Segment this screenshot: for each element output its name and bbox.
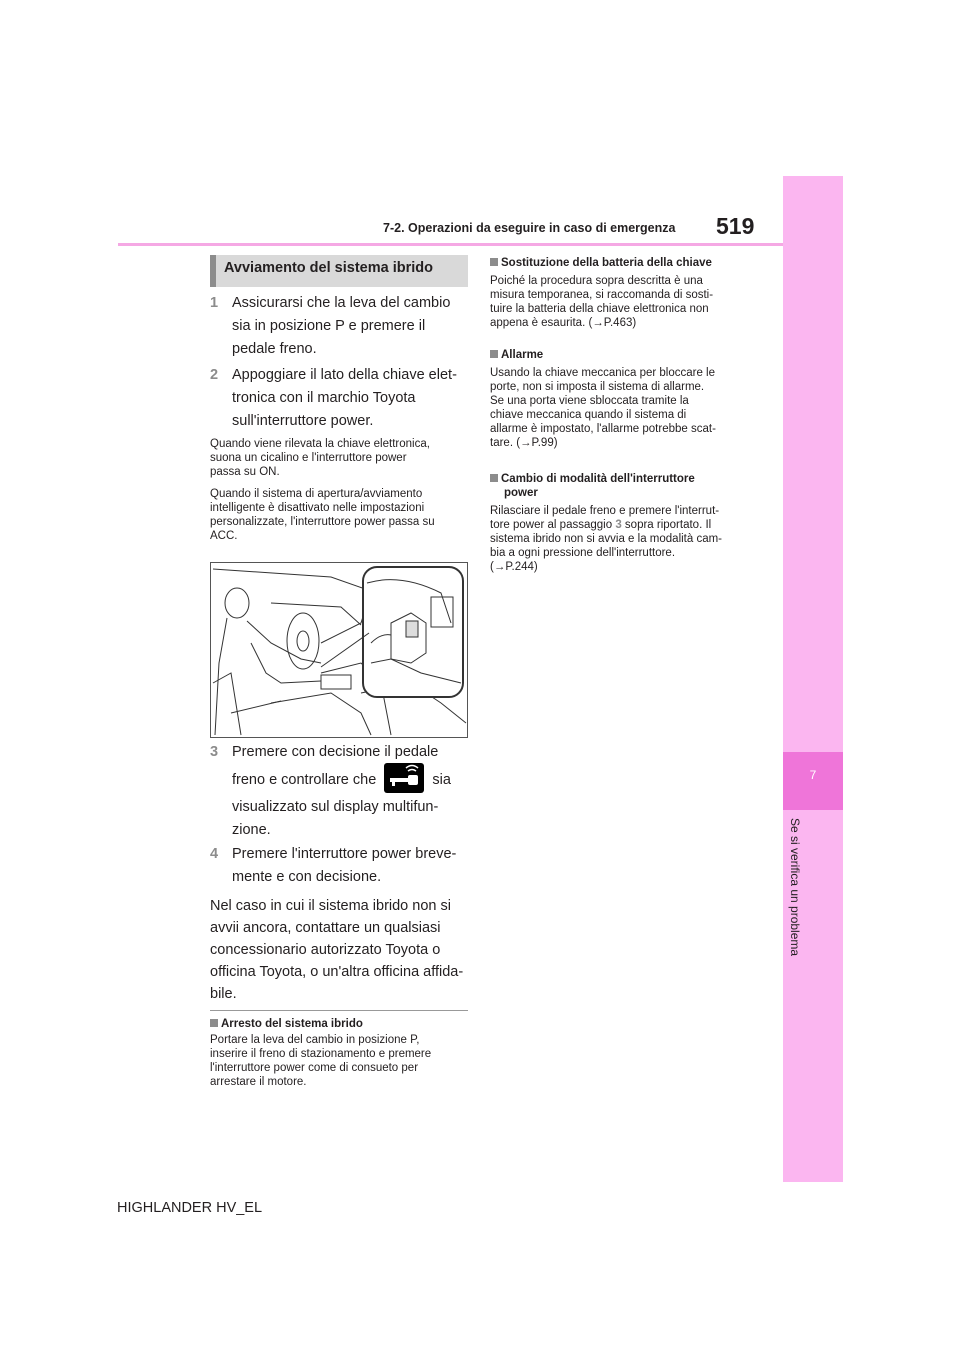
chapter-title-text: Se si verifica un problema bbox=[788, 818, 802, 957]
allarme-heading bbox=[490, 348, 755, 362]
step-line: Appoggiare il lato della chiave elet- bbox=[232, 367, 457, 383]
step-ref-number: 3 bbox=[615, 519, 622, 531]
batteria-line: misura temporanea, si raccomanda di sosti- bbox=[490, 289, 714, 301]
step-line: sull'interruttore power. bbox=[232, 413, 374, 429]
cambio-line: tore power al passaggio 3 sopra riportato. Il bbox=[490, 519, 712, 531]
allarme-note bbox=[490, 348, 755, 450]
step-number: 3 bbox=[210, 744, 219, 760]
allarme-line: allarme è impostato, l'allarme potrebbe scat- bbox=[490, 423, 716, 435]
allarme-line: chiave meccanica quando il sistema di bbox=[490, 409, 687, 421]
paragraph-line: officina Toyota, o un'altra officina affida- bbox=[210, 964, 464, 980]
page-number: 519 bbox=[716, 213, 755, 239]
step-line: sia in posizione P e premere il bbox=[232, 318, 426, 334]
note-line: Quando viene rilevata la chiave elettronica, bbox=[210, 438, 430, 450]
step-4 bbox=[210, 843, 470, 889]
batteria-note bbox=[490, 256, 755, 330]
notes-divider bbox=[210, 1010, 468, 1011]
cambio-heading bbox=[490, 472, 755, 486]
allarme-line: porte, non si imposta il sistema di allarme. bbox=[490, 381, 705, 393]
cambio-heading-line2: power bbox=[504, 487, 538, 499]
cambio-title: Cambio di modalità dell'interruttore bbox=[501, 473, 695, 485]
footer-model-name: HIGHLANDER HV_EL bbox=[117, 1200, 263, 1216]
step-line-with-icon bbox=[210, 764, 470, 796]
batteria-line: Poiché la procedura sopra descritta è una bbox=[490, 275, 703, 287]
section-title: 7-2. Operazioni da eseguire in caso di emergenza bbox=[383, 221, 676, 235]
note-acc bbox=[210, 487, 472, 543]
step-number: 2 bbox=[210, 367, 219, 383]
chapter-number: 7 bbox=[809, 768, 817, 782]
step-line: visualizzato sul display multifun- bbox=[232, 799, 439, 815]
final-paragraph bbox=[210, 895, 475, 1005]
note-line: intelligente è disattivato nelle impostazioni bbox=[210, 502, 425, 514]
cambio-line: Rilasciare il pedale freno e premere l'interrut- bbox=[490, 505, 720, 517]
paragraph-line: avvii ancora, contattare un qualsiasi bbox=[210, 920, 441, 936]
step-line: mente e con decisione. bbox=[232, 869, 382, 885]
header-rule bbox=[118, 243, 783, 246]
page-ref-link[interactable]: →P.244 bbox=[493, 561, 534, 573]
step-line: Premere con decisione il pedale bbox=[232, 744, 439, 760]
note-line: Quando il sistema di apertura/avviamento bbox=[210, 488, 423, 500]
arresto-line: arrestare il motore. bbox=[210, 1076, 307, 1088]
step-line-part: freno e controllare che bbox=[232, 772, 377, 788]
driver-pressing-key-illustration bbox=[211, 563, 467, 737]
cambio-line: bia a ogni pressione dell'interruttore. bbox=[490, 547, 676, 559]
note-detection bbox=[210, 437, 472, 479]
batteria-line: tuire la batteria della chiave elettronica non bbox=[490, 303, 709, 315]
arresto-title: Arresto del sistema ibrido bbox=[221, 1018, 363, 1030]
step-line-part: sia bbox=[432, 772, 451, 788]
paragraph-line: bile. bbox=[210, 986, 237, 1002]
cambio-line-last: (→P.244) bbox=[490, 561, 538, 573]
note-line: suona un cicalino e l'interruttore power bbox=[210, 452, 407, 464]
note-line: passa su ON. bbox=[210, 466, 280, 478]
paragraph-line: Nel caso in cui il sistema ibrido non si bbox=[210, 898, 451, 914]
batteria-line-last: appena è esaurita. (→P.463) bbox=[490, 317, 637, 329]
note-line: ACC. bbox=[210, 530, 238, 542]
step-1 bbox=[210, 292, 470, 361]
illustration-driver-key bbox=[210, 562, 468, 738]
arresto-line: inserire il freno di stazionamento e premere bbox=[210, 1048, 432, 1060]
arresto-heading bbox=[210, 1017, 472, 1031]
key-indicator-icon bbox=[384, 763, 424, 793]
arresto-line: Portare la leva del cambio in posizione P, bbox=[210, 1034, 420, 1046]
chapter-side-strip bbox=[783, 176, 843, 1182]
chapter-title bbox=[788, 818, 808, 983]
page-ref-link[interactable]: →P.463 bbox=[592, 317, 633, 329]
step-3 bbox=[210, 741, 470, 836]
square-bullet-icon bbox=[210, 1019, 218, 1027]
allarme-line-last: tare. (→P.99) bbox=[490, 437, 558, 449]
note-line: personalizzate, l'interruttore power passa su bbox=[210, 516, 435, 528]
step-2 bbox=[210, 364, 470, 433]
batteria-heading bbox=[490, 256, 755, 270]
square-bullet-icon bbox=[490, 258, 498, 266]
allarme-title: Allarme bbox=[501, 349, 544, 361]
step-number: 1 bbox=[210, 295, 219, 311]
allarme-line: Se una porta viene sbloccata tramite la bbox=[490, 395, 689, 407]
cambio-note bbox=[490, 472, 755, 574]
step-number: 4 bbox=[210, 846, 219, 862]
square-bullet-icon bbox=[490, 474, 498, 482]
step-line: Premere l'interruttore power breve- bbox=[232, 846, 457, 862]
arresto-line: l'interruttore power come di consueto per bbox=[210, 1062, 419, 1074]
cambio-line: sistema ibrido non si avvia e la modalità cam- bbox=[490, 533, 723, 545]
step-line: zione. bbox=[232, 822, 271, 838]
square-bullet-icon bbox=[490, 350, 498, 358]
batteria-title: Sostituzione della batteria della chiave bbox=[501, 257, 712, 269]
step-line: tronica con il marchio Toyota bbox=[232, 390, 416, 406]
section-heading: Avviamento del sistema ibrido bbox=[210, 255, 468, 287]
paragraph-line: concessionario autorizzato Toyota o bbox=[210, 942, 441, 958]
arresto-note bbox=[210, 1017, 472, 1089]
allarme-line: Usando la chiave meccanica per bloccare le bbox=[490, 367, 716, 379]
page-ref-link[interactable]: →P.99 bbox=[520, 437, 554, 449]
step-line: pedale freno. bbox=[232, 341, 317, 357]
step-line: Assicurarsi che la leva del cambio bbox=[232, 295, 451, 311]
